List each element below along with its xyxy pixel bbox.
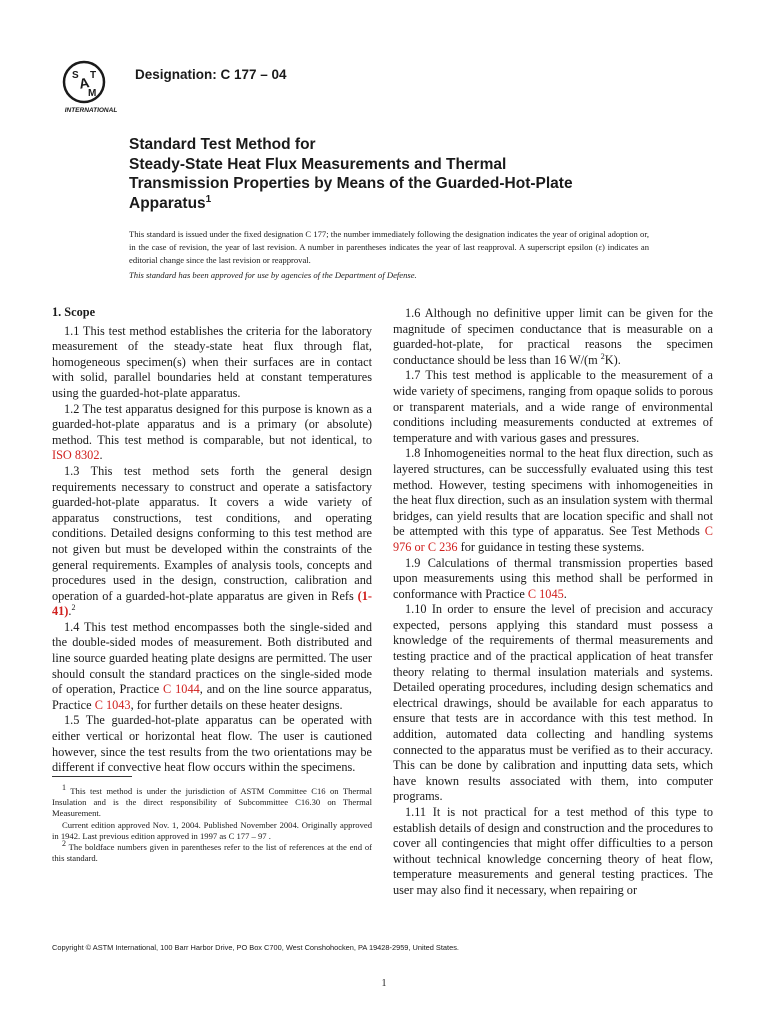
right-column [393,306,713,899]
paragraph-1-9: 1.9 Calculations of thermal transmission properties based upon measurements using this method shall be performed in conformance with Practice C 1045. [393,555,713,601]
paragraph-1-6: 1.6 Although no definitive upper limit can be given for the magnitude of specimen conductance that is measurable on a guarded-hot-plate, for practical reasons the specimen conductance should be less than 16 W/(m $^2$K). [393,306,713,367]
link-c-1045[interactable]: C 1045 [527,586,564,601]
footnote-1: $^1$ This test method is under the jurisdiction of ASTM Committee C16 on Thermal Insulation and is the direct responsibility of Subcommittee C16.30 on Thermal Measurement. [52,783,372,819]
svg-text:T: T [90,70,97,81]
footnote-divider [52,776,132,777]
link-c-1044[interactable]: C 1044 [163,682,200,697]
paragraph-1-4: 1.4 This test method encompasses both the single-sided and the double-sided modes of measurement. Both distributed and line source guarded heating plate designs are permitted. The user should consult the standard practices on the single-sided mode of operation, Practice C 1044, and on the line source apparatus, Practice C 1043, for further details on these heater designs. [52,619,372,712]
title-footnote-mark: 1 [205,193,212,205]
footnote-mark-2: 2 [71,603,76,613]
astm-logo [60,58,122,116]
preamble: This standard is issued under the fixed designation C 177; the number immediately following the designation indicates the year of original adoption or, in the case of revision, the year of last revision. A number in parentheses indicates the year of last reapproval. A superscript epsilon (ε) indicates an editorial change since the last revision or reapproval. [129,229,649,265]
title-line-2: Steady-State Heat Flux Measurements and Thermal [129,155,507,173]
svg-text:INTERNATIONAL: INTERNATIONAL [64,107,118,114]
copyright: Copyright © ASTM International, 100 Barr Harbor Drive, PO Box C700, West Conshohocken, PA 19428-2959, United States. [52,943,459,952]
paragraph-1-5: 1.5 The guarded-hot-plate apparatus can be operated with either vertical or horizontal heat flow. The user is cautioned however, since the test results from the two orientations may be different if convective heat flow occurs within the specimens. [52,713,372,775]
link-refs-1-41[interactable]: (1-41) [52,588,372,619]
title-line-4: Apparatus [129,194,206,212]
paragraph-1-1: 1.1 This test method establishes the criteria for the laboratory measurement of the steady-state heat flux through flat, homogeneous specimen(s) when their surfaces are in contact with solid, parallel boundaries held at constant temperatures using the guarded-hot-plate apparatus. [52,323,372,400]
svg-text:M: M [88,88,97,99]
paragraph-1-7: 1.7 This test method is applicable to the measurement of a wide variety of specimens, ranging from opaque solids to porous or transparent materials, and a wide range of environmental conditions including measurements conducted at extremes of temperature and with various gases and pressures. [393,368,713,445]
paragraph-1-10: 1.10 In order to ensure the level of precision and accuracy expected, persons applying this standard must possess a knowledge of the requirements of thermal measurements and testing practice and of the practical application of heat transfer theory relating to thermal insulation materials and systems. Detailed operating procedures, including design schematics and electrical drawings, should be available for each apparatus to ensure that tests are in accordance with this test method. In addition, automated data collecting and handling systems connected to the apparatus must be verified as to their accuracy. This can be done by calibration and inputting data sets, which have known results associated with them, into computer programs. [393,602,713,804]
footnotes [52,783,372,864]
designation: Designation: C 177 – 04 [135,67,287,82]
section-heading-scope: 1. Scope [52,305,96,319]
link-c-976-c-236[interactable]: C 976 or C 236 [393,524,713,554]
title-line-3: Transmission Properties by Means of the Guarded-Hot-Plate [129,175,573,192]
link-c-1043[interactable]: C 1043 [94,697,131,712]
title-line-1: Standard Test Method for [129,136,316,153]
paragraph-1-2: 1.2 The test apparatus designed for this purpose is known as a guarded-hot-plate apparatus and is a primary (or absolute) method. This test method is comparable, but not identical, to ISO 8302. [52,401,372,463]
footnote-1-edition: Current edition approved Nov. 1, 2004. Published November 2004. Originally approved in 1942. Last previous edition approved in 1997 as C 177 – 97 . [52,819,372,841]
svg-text:A: A [77,74,91,92]
paragraph-1-11: 1.11 It is not practical for a test method of this type to establish details of design and construction and the procedures to cover all contingencies that might offer difficulties to a person without technical knowledge concerning theory of heat flow, temperature measurements and general testing practices. The user may also find it necessary, when repairing or [393,805,713,897]
footnote-2: $^2$ The boldface numbers given in parentheses refer to the list of references at the end of this standard. [52,839,372,864]
dod-approval-note: This standard has been approved for use by agencies of the Department of Defense. [129,270,417,280]
paragraph-1-8: 1.8 Inhomogeneities normal to the heat flux direction, such as layered structures, can be successfully evaluated using this test method. However, testing specimens with inhomogeneities in the heat flux direction, such as an insulation system with thermal bridges, can yield results that are location specific and shall not be attempted with this type of apparatus. See Test Methods C 976 or C 236 for guidance in testing these systems. [393,446,713,554]
left-column [52,305,372,776]
paragraph-1-3: 1.3 This test method sets forth the general design requirements necessary to construct and operate a satisfactory guarded-hot-plate apparatus. It covers a wide variety of apparatus constructions, test conditions, and operating conditions. Detailed designs conforming to this test method are not given but must be developed within the constraints of the general requirements. Examples of analysis tools, concepts and procedures used in the design, construction, calibration and operation of a guarded-hot-plate apparatus are given in Refs (1-41).$^2$ [52,463,372,619]
link-iso-8302[interactable]: ISO 8302 [52,448,100,463]
document-title [129,135,729,213]
page-number: 1 [381,978,387,989]
svg-text:S: S [72,70,79,81]
